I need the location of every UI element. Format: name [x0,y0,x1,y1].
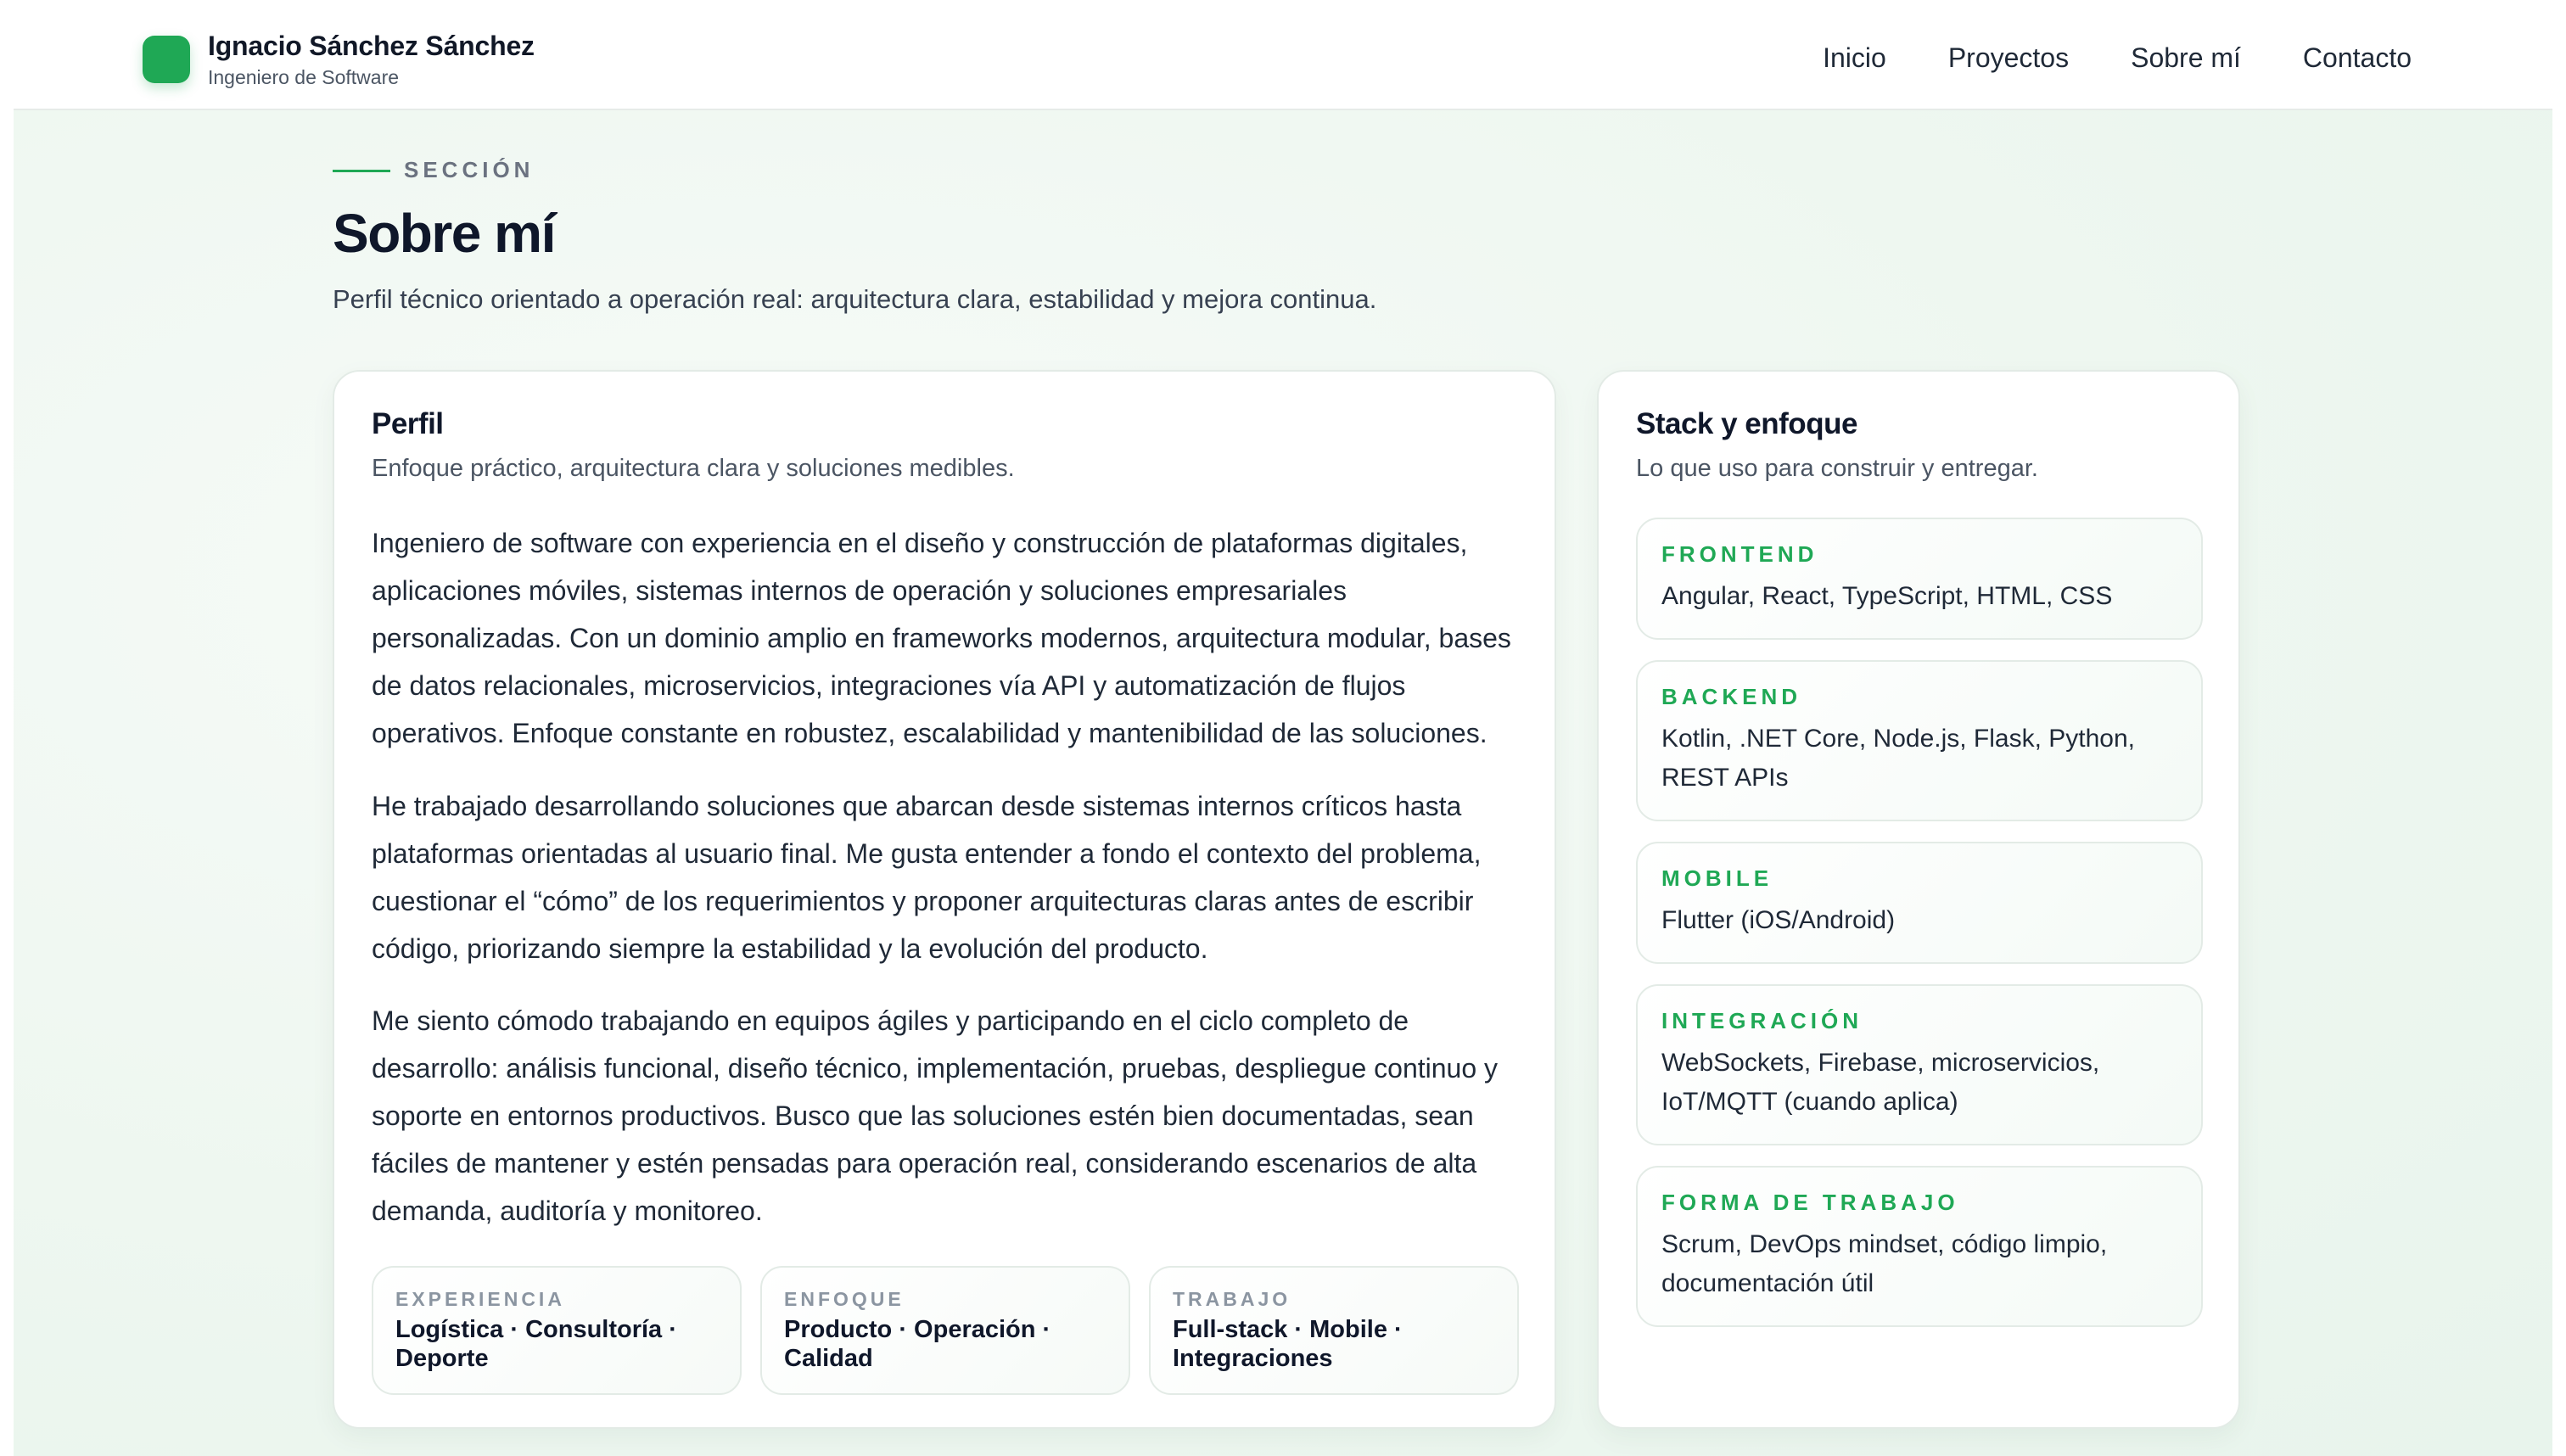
stack-item-value: WebSockets, Firebase, microservicios, IoT/MQTT (cuando aplica) [1661,1049,2100,1116]
profile-paragraph: He trabajado desarrollando soluciones que abarcan desde sistemas internos críticos hasta plataformas orientadas al usuario final. Me gusta entender a fondo el contexto del problema, cuestionar el “cómo” de los requerimientos y proponer arquitecturas claras antes de escribir código, priorizando siempre la estabilidad y la evolución del producto. [372,791,1482,964]
page [14,0,2552,1456]
nav-contacto[interactable]: Contacto [2302,42,2412,73]
profile-card [333,370,1556,1429]
nav-sobre-mi[interactable]: Sobre mí [2131,42,2241,73]
site-header [14,0,2552,110]
highlight-label: ENFOQUE [784,1288,905,1310]
section-label: SECCIÓN [404,157,535,182]
page-title: Sobre mí [333,203,555,264]
brand-logo[interactable] [143,36,190,83]
stack-item-forma-de-trabajo [1636,1166,2203,1327]
stack-title: Stack y enfoque [1636,407,1857,440]
highlight-value: Logística · Consultoría · Deporte [395,1316,677,1372]
stack-card [1597,370,2240,1429]
stack-item-value: Angular, React, TypeScript, HTML, CSS [1661,582,2113,610]
profile-paragraph: Me siento cómodo trabajando en equipos ágiles y participando en el ciclo completo de desarrollo: análisis funcional, diseño técnico, implementación, pruebas, despliegue continuo y soporte en entornos productivos. Busco que las soluciones estén bien documentadas, sean fáciles de mantener y estén pensadas para operación real, considerando escenarios de alta demanda, auditoría y monitoreo. [372,1005,1499,1226]
highlight-label: TRABAJO [1173,1288,1291,1310]
main-nav [1823,42,2412,74]
highlight-value: Full-stack · Mobile · Integraciones [1173,1316,1403,1372]
stack-item-label: FORMA DE TRABAJO [1661,1190,1959,1215]
nav-proyectos[interactable]: Proyectos [1947,42,2070,73]
profile-paragraph: Ingeniero de software con experiencia en el diseño y construcción de plataformas digitales, aplicaciones móviles, sistemas internos de operación y soluciones empresariales personalizadas. Con un dominio amplio en frameworks modernos, arquitectura modular, bases de datos relacionales, microservicios, integraciones vía API y automatización de flujos operativos. Enfoque constante en robustez, escalabilidad y mantenibilidad de las soluciones. [372,528,1511,748]
profile-title: Perfil [372,407,444,440]
stack-item-label: MOBILE [1661,865,1773,891]
page-subtitle: Perfil técnico orientado a operación real: arquitectura clara, estabilidad y mejora continua. [333,284,1377,314]
stack-item-label: FRONTEND [1661,541,1818,567]
highlight-trabajo [1149,1266,1519,1395]
stack-item-value: Scrum, DevOps mindset, código limpio, documentación útil [1661,1230,2108,1297]
section-accent-line [333,170,390,172]
stack-item-value: Kotlin, .NET Core, Node.js, Flask, Python, REST APIs [1661,725,2136,792]
brand-role: Ingeniero de Software [208,66,400,88]
stack-item-label: INTEGRACIÓN [1661,1008,1863,1033]
stack-item-value: Flutter (iOS/Android) [1661,906,1896,934]
stack-item-backend [1636,660,2203,821]
stack-item-integracion [1636,984,2203,1145]
nav-inicio[interactable]: Inicio [1823,42,1886,73]
highlight-value: Producto · Operación · Calidad [784,1316,1051,1372]
highlight-label: EXPERIENCIA [395,1288,565,1310]
brand-name[interactable]: Ignacio Sánchez Sánchez [208,31,535,61]
stack-item-label: BACKEND [1661,684,1801,709]
highlight-experiencia [372,1266,742,1395]
stack-item-frontend [1636,518,2203,640]
profile-subtitle: Enfoque práctico, arquitectura clara y soluciones medibles. [372,455,1015,482]
stack-subtitle: Lo que uso para construir y entregar. [1636,455,2038,482]
highlight-enfoque [760,1266,1130,1395]
stack-item-mobile [1636,842,2203,964]
